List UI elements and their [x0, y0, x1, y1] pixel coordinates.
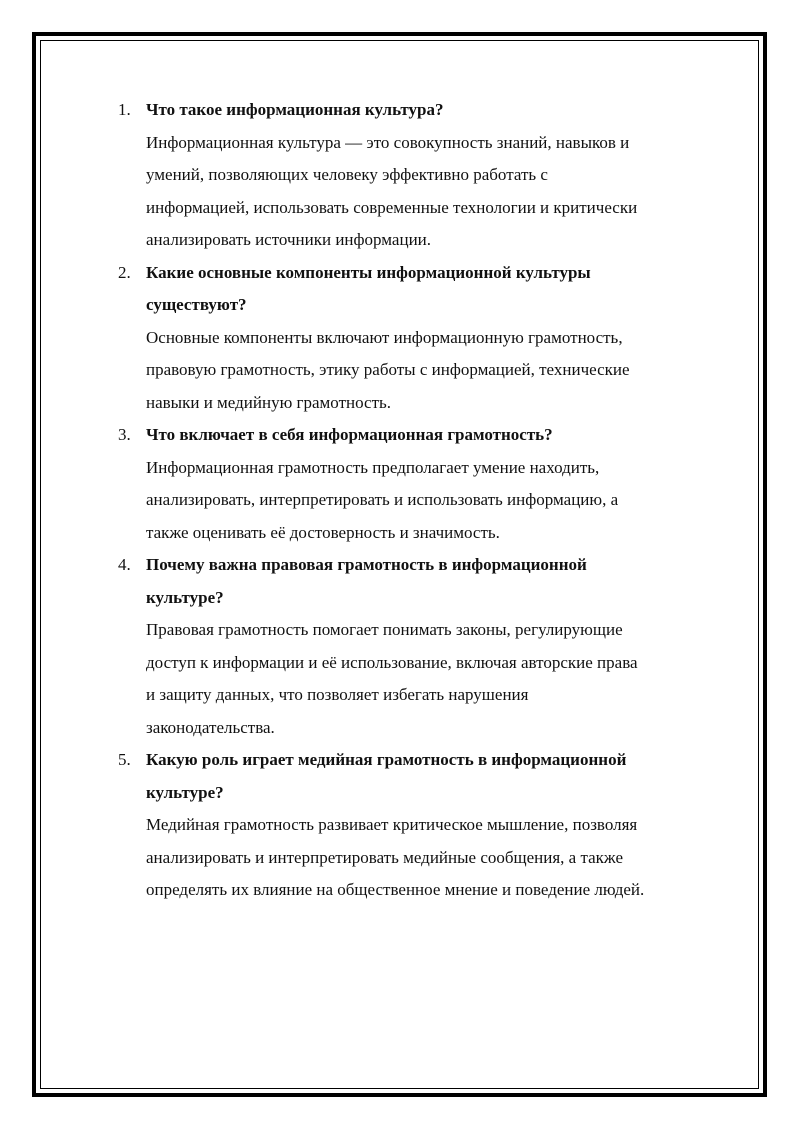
item-number: 4. — [118, 555, 131, 574]
item-number: 3. — [118, 425, 131, 444]
answer-line: доступ к информации и её использование, включая авторские права — [146, 652, 638, 672]
question-line: культуре? — [146, 782, 224, 802]
question — [146, 549, 718, 614]
answer — [146, 322, 718, 420]
qa-item-1 — [118, 94, 718, 257]
answer — [146, 614, 718, 744]
question — [146, 419, 718, 452]
answer-line: умений, позволяющих человеку эффективно работать с — [146, 165, 548, 184]
question — [146, 744, 718, 809]
answer-line: Информационная культура — это совокупность знаний, навыков и — [146, 132, 630, 152]
answer — [146, 127, 718, 257]
question-line: культуре? — [146, 587, 224, 607]
question-line: существуют? — [146, 295, 247, 314]
item-number: 2. — [118, 262, 131, 282]
answer-line: анализировать источники информации. — [146, 230, 432, 249]
answer-line: Медийная грамотность развивает критическое мышление, позволяя — [146, 815, 638, 834]
answer-line: Правовая грамотность помогает понимать законы, регулирующие — [146, 620, 623, 639]
answer-line: и защиту данных, что позволяет избегать нарушения — [146, 685, 529, 704]
answer-line: определять их влияние на общественное мнение и поведение людей. — [146, 880, 645, 899]
qa-item-2 — [118, 257, 718, 420]
qa-item-5 — [118, 744, 718, 907]
question-line: Какие основные компоненты информационной культуры — [146, 262, 591, 282]
answer-line: законодательства. — [146, 717, 275, 737]
item-number: 5. — [118, 750, 131, 769]
item-number: 1. — [118, 100, 131, 119]
answer-line: Основные компоненты включают информационную грамотность, — [146, 327, 623, 347]
question-line: Что такое информационная культура? — [146, 100, 444, 119]
question — [146, 94, 718, 127]
answer-line: также оценивать её достоверность и значимость. — [146, 522, 500, 542]
answer-line: навыки и медийную грамотность. — [146, 392, 391, 412]
question-line: Почему важна правовая грамотность в информационной — [146, 555, 587, 574]
document-body — [118, 94, 718, 907]
qa-item-4 — [118, 549, 718, 744]
answer-line: анализировать, интерпретировать и использовать информацию, а — [146, 490, 619, 509]
question — [146, 257, 718, 322]
qa-item-3 — [118, 419, 718, 549]
answer — [146, 809, 718, 907]
answer-line: информацией, использовать современные технологии и критически — [146, 197, 638, 217]
question-line: Какую роль играет медийная грамотность в информационной — [146, 750, 627, 769]
answer — [146, 452, 718, 550]
answer-line: правовую грамотность, этику работы с информацией, технические — [146, 360, 630, 379]
answer-line: Информационная грамотность предполагает умение находить, — [146, 457, 600, 477]
answer-line: анализировать и интерпретировать медийные сообщения, а также — [146, 847, 623, 867]
question-line: Что включает в себя информационная грамотность? — [146, 425, 553, 444]
